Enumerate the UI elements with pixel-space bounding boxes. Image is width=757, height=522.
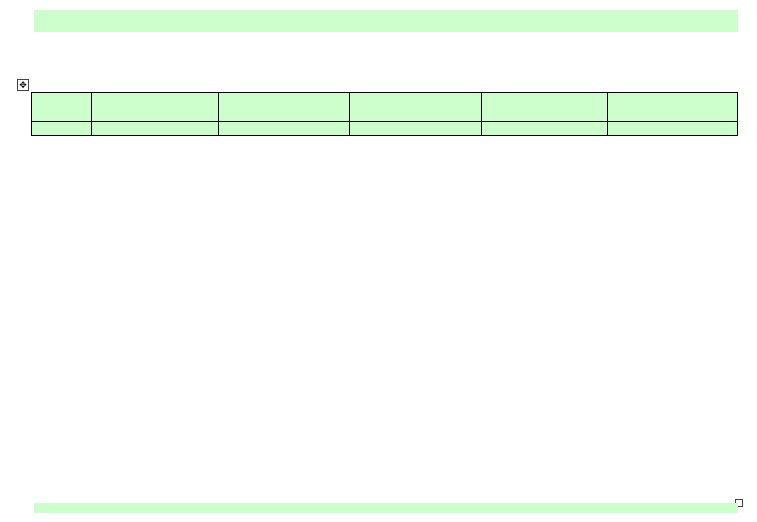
day-header-martes	[219, 93, 350, 122]
recreo-cell	[219, 122, 350, 136]
document-title	[34, 10, 738, 32]
recreo-cell	[482, 122, 608, 136]
day-header-miercoles	[350, 93, 482, 122]
recreo-row	[32, 122, 738, 136]
recreo-cell	[350, 122, 482, 136]
recreo-cell	[608, 122, 738, 136]
recreo-label	[32, 122, 92, 136]
header-row	[32, 93, 738, 122]
recreo-cell	[92, 122, 219, 136]
day-header-jueves	[482, 93, 608, 122]
move-cross-icon[interactable]: ✥	[17, 79, 29, 91]
day-header-viernes	[608, 93, 738, 122]
day-header-lunes	[92, 93, 219, 122]
footer-bar	[34, 503, 738, 513]
schedule-table	[31, 92, 738, 136]
corner-cell	[32, 93, 92, 122]
